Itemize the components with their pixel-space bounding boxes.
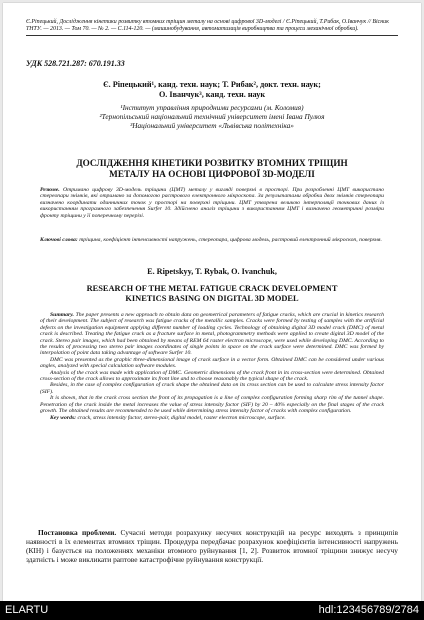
keywords-ukrainian (40, 237, 384, 243)
authors-line-2: О. Іванчук³, канд. техн. наук (158, 90, 266, 99)
repository-name: ELARTU (5, 604, 49, 616)
affiliation-2: ²Тернопільський національний технічний університет імені Івана Пулюя (99, 112, 325, 121)
section-heading: Постановка проблеми. (38, 528, 117, 537)
abstract-en-p3: Analysis of the crack was made with application of DMC. Geometric dimensions of the crack front in its cross-section were determined. Obtained cross-section of the crack allows to approximate its front line and to choose reasonably the typical shape of the crack. (40, 369, 384, 383)
title-ua-line-2: МЕТАЛУ НА ОСНОВІ ЦИФРОВОЇ 3D-МОДЕЛІ (109, 169, 315, 179)
keywords-en-text: crack, stress intensity factor, stereo-pair, digital model, raster electron microscope, surface. (77, 414, 286, 421)
keywords-en-label: Key words: (50, 414, 77, 421)
title-en-line-1: RESEARCH OF THE METAL FATIGUE CRACK DEVELOPMENT (86, 284, 338, 293)
abstract-en-p2: DMC was presented as the graphic three-dimensional image of crack surface in a vector form. Obtained DMC can be considered under various angles, analyzed with special calculation software modules. (40, 356, 384, 370)
keywords-ua-text: тріщина, коефіцієнт інтенсивності напружень, стереопара, цифрова модель, растровий електронний мікроскоп, поверхня. (79, 237, 382, 243)
authors-ukrainian (26, 80, 398, 100)
title-en-line-2: KINETICS BASING ON DIGITAL 3D MODEL (125, 294, 299, 303)
keywords-english (40, 415, 384, 421)
abstract-ua-label: Резюме. (40, 187, 60, 193)
title-english (26, 284, 398, 304)
title-ukrainian (26, 158, 398, 180)
keywords-ua-label: Ключові слова: (40, 237, 78, 243)
citation-header: Є.Ріпецький, Дослідження кінетики розвитку втомних тріщин металу на основі цифрової 3D-моделі / Є.Ріпецький, Т.Рибак, О.Іванчук // Вісник ТНТУ. — 2013. — Том 70. — № 2. — С.114-120. — (машинобудування, автоматизація виробництва та процеси механічної обробки). (26, 19, 398, 36)
authors-english: E. Ripetskyy, T. Rybak, O. Ivanchuk, (147, 267, 277, 276)
affiliation-1: ¹Інститут управління природними ресурсами (м. Коломия) (120, 103, 304, 112)
abstract-en-p5: It is shown, that in the crack cross section the front of its propagation is a line of complex configuration forming sharp rim of the tunnel shape. Penetration of the crack inside the metal increases the value of stress intensity factor (SIF) by 20 – 40% especially on the final stages of the crack growth. The obtained results are recommended to be used while determining stress intensity factor of cracks with complex configuration. (40, 395, 384, 415)
handle-identifier: hdl:123456789/2784 (318, 604, 419, 616)
abstract-en-label: Summary. (50, 312, 74, 318)
abstract-ukrainian (40, 187, 384, 219)
authors-line-1: Є. Ріпецький¹, канд. техн. наук; Т. Рибак², докт. техн. наук; (103, 80, 321, 89)
body-text (26, 529, 398, 565)
title-ua-line-1: ДОСЛІДЖЕННЯ КІНЕТИКИ РОЗВИТКУ ВТОМНИХ ТРІЩИН (76, 158, 348, 168)
affiliation-3: ³Національний університет «Львівська політехніка» (130, 121, 294, 130)
body-p1-text: Сучасні методи розрахунку несучих конструкцій на ресурс виходять з принципів наявності в їх елементах втомних тріщин. Процедура передбачає розрахунок коефіцієнтів інтенсивності напружень (КІН) і базується на положеннях механіки втомного руйнування [1, 2]. Розвиток втомної тріщини знижує несучу здатність і може викликати раптове катастрофічне руйнування конструкції. (26, 528, 399, 564)
abstract-ua-text: Отримано цифрову 3D-модель тріщини (ЦМТ) металу у вигляді поверхні в просторі. При розробленні ЦМТ використано стереопари знімків, які отримано за допомогою растрового електронного мікроскопа. За результатами обробки двох знімків стереопари визначено координати одинничних точок у просторі на поверхні тріщини. ЦМТ утворена великою інтерполяції точкових даних із використанням програмного забезпечення Surfer 10. Здійснено аналіз тріщини з використанням ЦМТ і визначено геометричні розміри фронту тріщини у її поперечному перерізі. (40, 187, 384, 219)
body-paragraph-1 (26, 529, 398, 565)
abstract-en-p4: Besides, in the case of complex configuration of crack shape the obtained data on its cross section can be used to calculate stress intensity factor (SIF). (40, 382, 384, 395)
abstract-en-p1: The paper presents a new approach to obtain data on geometrical parameters of fatigue cracks, which are crucial in kinetics research of their development. The subject of research was fatigue cracks of the metallic samples. Cracks were formed by testing of samples with the artificial defects on the investigation equipment applying different number of loading cycles. Technology of obtaining digital 3D model crack (DMC) of metal crack is described. Treating the fatigue crack as a fracture surface in metal, photogrammetry methods were applied to create digital 3D model of the crack. Stereo pair images, which had been obtained by means of REM 64 raster electron microscope, were used while developing DMC. According to the results of processing two stereo pair images coordinates of single points in space on the crack surface were determined. DMC was formed by interpolation of point data taking advantage of software Surfer 10. (40, 312, 385, 357)
udc-code: УДК 528.721.287: 670.191.33 (26, 59, 125, 68)
affiliations (26, 103, 398, 130)
document-page (3, 3, 421, 601)
viewer-status-bar (0, 601, 424, 620)
abstract-en-paragraph (40, 312, 384, 357)
abstract-english (40, 312, 384, 421)
